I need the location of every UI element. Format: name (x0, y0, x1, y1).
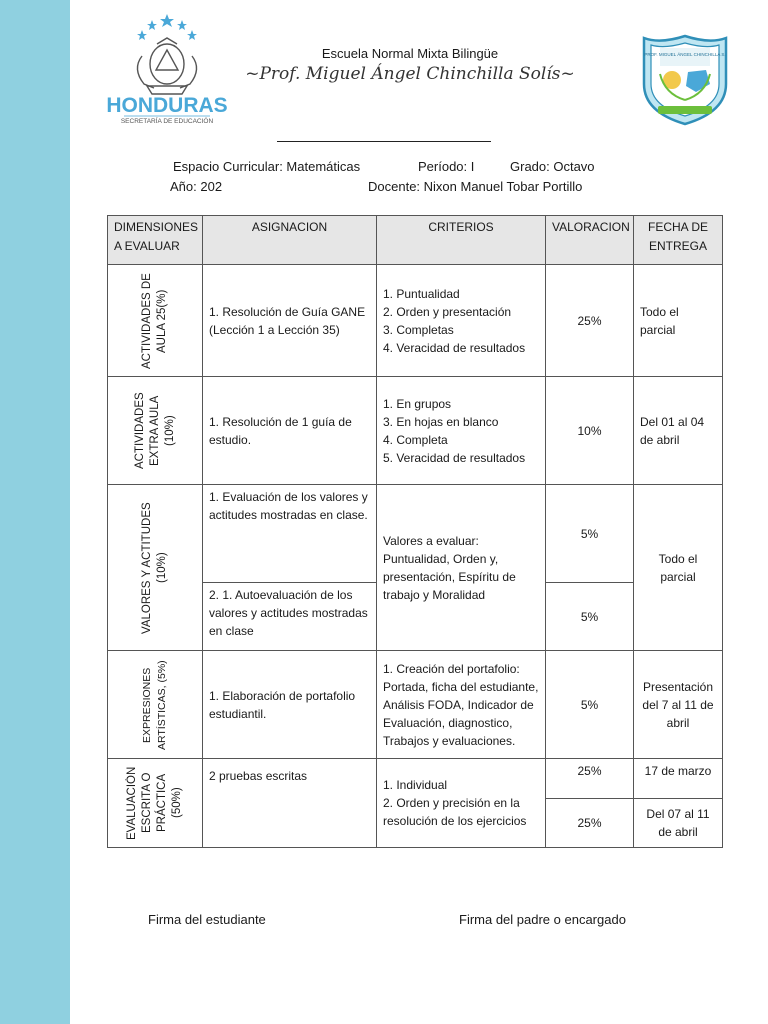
student-signature-label: Firma del estudiante (148, 912, 266, 927)
criteria-text: 1. Individual 2. Orden y precisión en la resolución de los ejercicios (383, 778, 527, 828)
dimension-label: ACTIVIDADES EXTRA AULA (10%) (133, 392, 176, 469)
dimension-cell (108, 377, 203, 485)
date-text: Del 07 al 11 de abril (646, 807, 710, 839)
valuation-text: 5% (580, 609, 599, 624)
dimension-label: VALORES Y ACTITUDES (10%) (141, 501, 168, 634)
valuation-text: 10% (577, 423, 602, 438)
evaluation-table (107, 215, 723, 848)
valuation-text: 5% (580, 526, 599, 541)
school-name: Escuela Normal Mixta Bilingüe (321, 46, 499, 61)
criteria-text: 1. En grupos 3. En hojas en blanco 4. Completa 5. Veracidad de resultados (383, 396, 526, 465)
period-label: Período: I (418, 159, 475, 174)
subject-label: Espacio Curricular: Matemáticas (173, 159, 361, 174)
date-text: Del 01 al 04 de abril (640, 414, 705, 447)
header-dimensions: DIMENSIONES A EVALUAR (108, 216, 203, 265)
assignment-text: 1. Resolución de 1 guía de estudio. (209, 414, 352, 447)
valuation-text: 5% (580, 697, 599, 712)
school-shield-icon (640, 34, 730, 126)
header-delivery-date: FECHA DE ENTREGA (634, 216, 723, 265)
grade-label: Grado: Octavo (510, 159, 595, 174)
valuation-text: 25% (577, 313, 602, 328)
dimension-label: EXPRESIONES ARTÍSTICAS, (5%) (141, 659, 168, 750)
year-label: Año: 202 (170, 179, 223, 194)
date-text: 17 de marzo (644, 764, 712, 778)
svg-text:PROF. MIGUEL ÁNGEL CHINCHILLA: PROF. MIGUEL ÁNGEL CHINCHILLA S. (644, 52, 726, 57)
dimension-cell (108, 759, 203, 848)
header-valuation: VALORACION (546, 216, 634, 265)
dimension-cell (108, 265, 203, 377)
side-color-band (0, 0, 70, 1024)
honduras-logo (102, 14, 232, 126)
dimension-label: EVALUACIÓN ESCRITA O PRÁCTICA (50%) (126, 766, 183, 840)
assignment-text: 2. 1. Autoevaluación de los valores y actitudes mostradas en clase (209, 588, 368, 638)
school-motto: ~Prof. Miguel Ángel Chinchilla Solís~ (245, 64, 575, 84)
date-text: Presentación del 7 al 11 de abril (642, 679, 714, 730)
teacher-label: Docente: Nixon Manuel Tobar Portillo (368, 179, 583, 194)
school-badge-logo (640, 34, 730, 126)
table-row (108, 759, 723, 799)
dimension-cell (108, 485, 203, 651)
svg-text:HONDURAS: HONDURAS (106, 94, 228, 117)
date-text: Todo el parcial (640, 304, 679, 337)
criteria-text: Valores a evaluar: Puntualidad, Orden y, presentación, Espíritu de trabajo y Moralidad (383, 533, 516, 602)
assignment-text: 2 pruebas escritas (209, 769, 308, 783)
table-header-row (108, 216, 723, 265)
title-underline (277, 141, 491, 142)
valuation-text: 25% (577, 764, 602, 778)
criteria-text: 1. Creación del portafolio: Portada, ficha del estudiante, Análisis FODA, Indicador de Evaluación, diagnostico, Trabajos y evaluaciones. (383, 661, 539, 748)
svg-text:SECRETARÍA DE EDUCACIÓN: SECRETARÍA DE EDUCACIÓN (120, 118, 214, 125)
valuation-text: 25% (577, 816, 602, 830)
header-criteria: CRITERIOS (377, 216, 546, 265)
dimension-label: ACTIVIDADES DE AULA 25(%) (141, 272, 168, 369)
date-text: Todo el parcial (658, 551, 698, 584)
criteria-text: 1. Puntualidad 2. Orden y presentación 3. Completas 4. Veracidad de resultados (383, 286, 526, 355)
parent-signature-label: Firma del padre o encargado (459, 912, 626, 927)
dimension-cell (108, 651, 203, 759)
assignment-text: 1. Resolución de Guía GANE (Lección 1 a Lección 35) (209, 304, 366, 337)
table-row (108, 485, 723, 583)
table-row (108, 377, 723, 485)
header-assignment: ASIGNACION (203, 216, 377, 265)
assignment-text: 1. Elaboración de portafolio estudiantil. (209, 688, 356, 721)
coat-of-arms-icon (102, 14, 232, 126)
table-row (108, 265, 723, 377)
assignment-text: 1. Evaluación de los valores y actitudes mostradas en clase. (209, 490, 368, 522)
table-row (108, 651, 723, 759)
